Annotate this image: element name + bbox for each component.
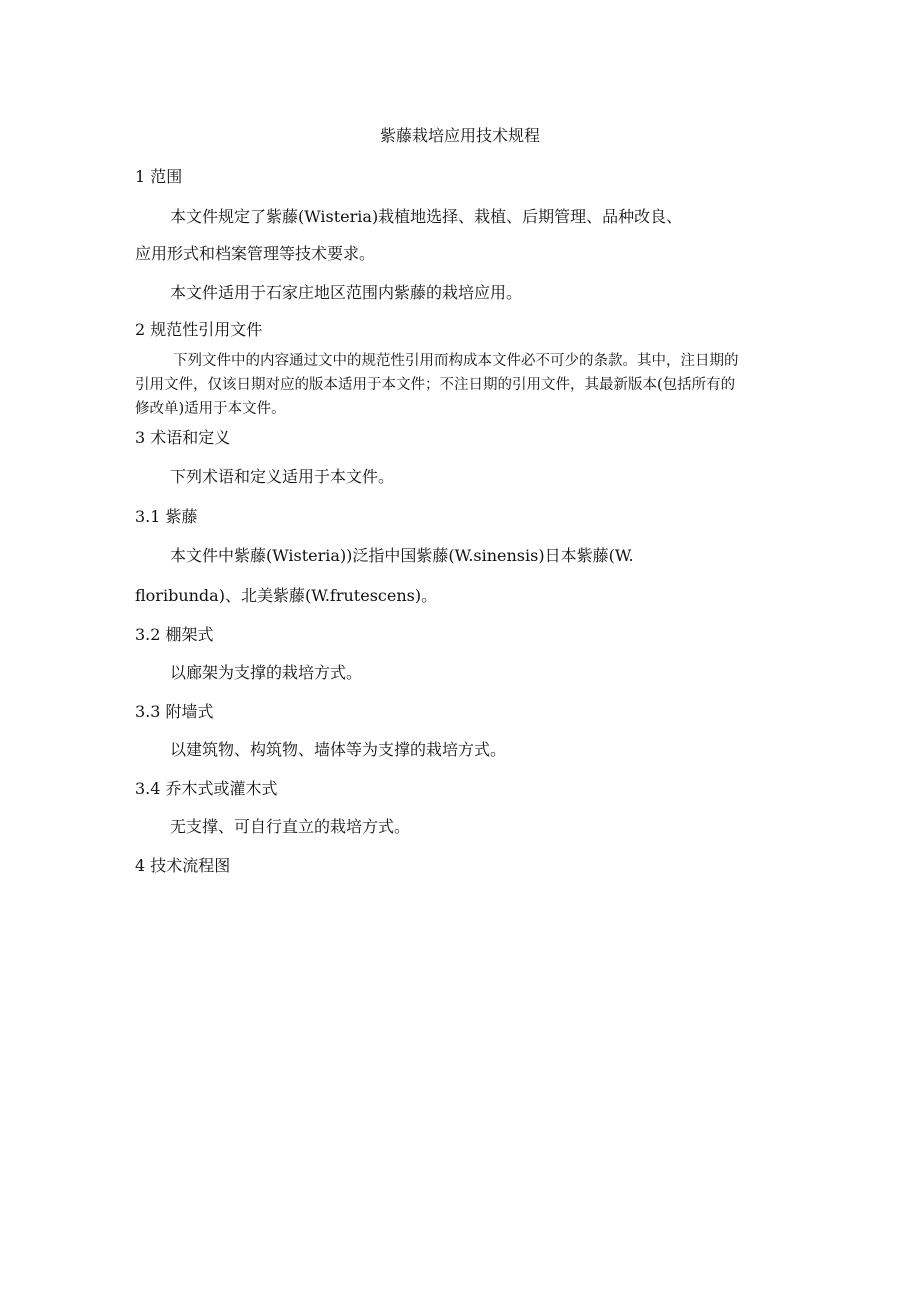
section-1-heading: 1 范围	[135, 167, 183, 186]
term-3-1-paragraph-line-2: floribunda)、北美紫藤(W.frutescens)。	[135, 586, 438, 605]
section-2-paragraph-line-1: 下列文件中的内容通过文中的规范性引用而构成本文件必不可少的条款。其中，注日期的	[173, 353, 739, 369]
term-3-1-paragraph-line-1: 本文件中紫藤(Wisteria))泛指中国紫藤(W.sinensis)日本紫藤(W.	[170, 546, 634, 565]
term-3-2-paragraph: 以廊架为支撑的栽培方式。	[170, 663, 363, 682]
term-3-4-heading: 3.4 乔木式或灌木式	[135, 779, 278, 798]
term-3-3-heading: 3.3 附墙式	[135, 702, 214, 721]
section-1-paragraph-1-line-1: 本文件规定了紫藤(Wisteria)栽植地选择、栽植、后期管理、品种改良、	[170, 207, 683, 226]
term-3-2-heading: 3.2 棚架式	[135, 625, 214, 644]
term-3-4-paragraph: 无支撑、可自行直立的栽培方式。	[170, 817, 411, 836]
section-2-paragraph-line-3: 修改单)适用于本文件。	[135, 401, 286, 417]
term-3-3-paragraph: 以建筑物、构筑物、墙体等为支撑的栽培方式。	[170, 740, 507, 759]
section-1-paragraph-2: 本文件适用于石家庄地区范围内紫藤的栽培应用。	[170, 283, 523, 302]
section-2-heading: 2 规范性引用文件	[135, 320, 263, 339]
section-3-paragraph: 下列术语和定义适用于本文件。	[170, 467, 395, 486]
section-3-heading: 3 术语和定义	[135, 428, 231, 447]
term-3-1-heading: 3.1 紫藤	[135, 507, 198, 526]
section-2-paragraph-line-2: 引用文件，仅该日期对应的版本适用于本文件；不注日期的引用文件，其最新版本(包括所有的	[135, 377, 736, 393]
section-1-paragraph-1-line-2: 应用形式和档案管理等技术要求。	[135, 244, 376, 263]
document-title: 紫藤栽培应用技术规程	[379, 126, 540, 145]
section-4-heading: 4 技术流程图	[135, 856, 231, 875]
